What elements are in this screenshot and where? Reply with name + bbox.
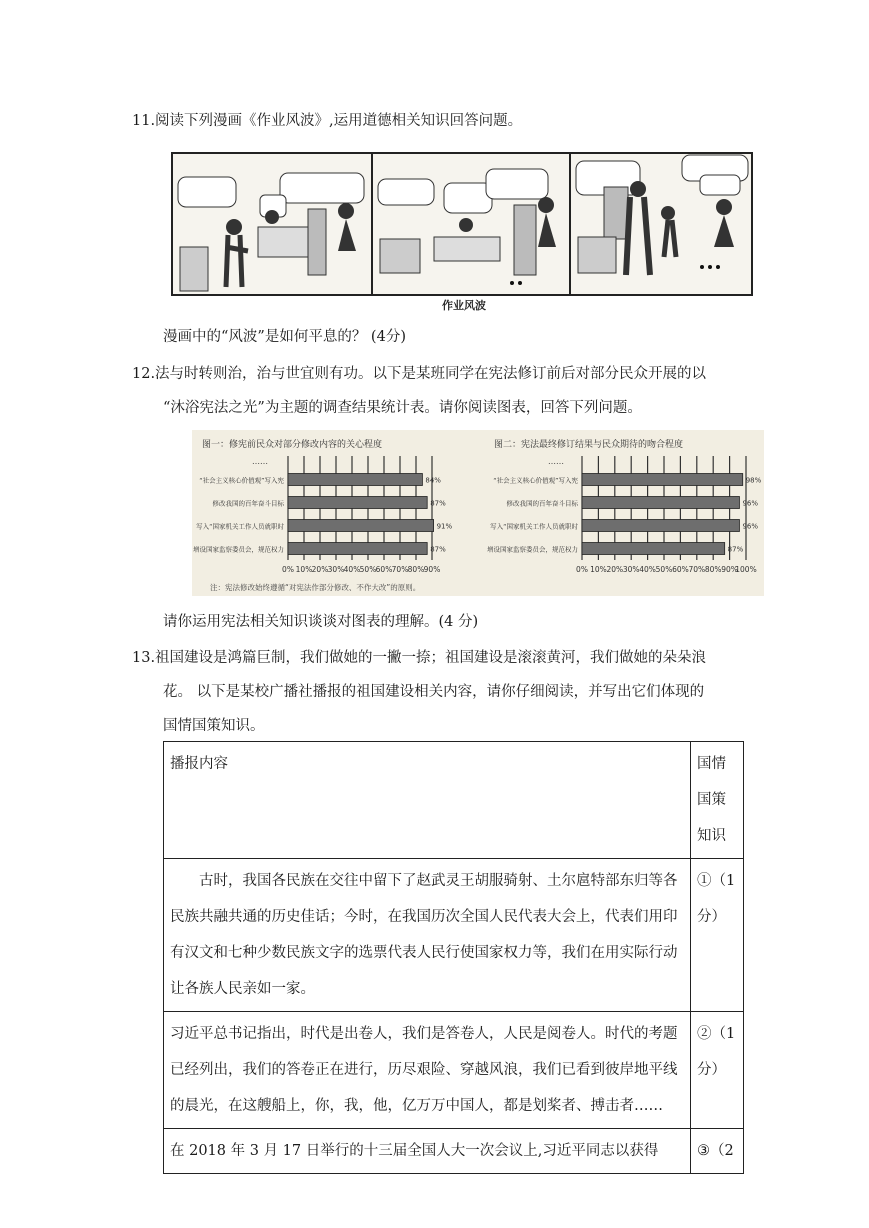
chart-2-category-label: 增设国家监察委员会，规范权力 (487, 545, 578, 554)
chart-1-category-label: 写入“国家机关工作人员就职时 (196, 522, 284, 531)
header-content: 播报内容 (164, 742, 691, 859)
chart-1-bar (288, 497, 427, 509)
chart-1-value-label: 87% (430, 499, 446, 508)
chart-2-category-label: “社会主义核心价值观”写入宪 (493, 476, 578, 485)
chart-2-value-label: 96% (742, 499, 759, 508)
chart-2-value-label: 98% (745, 476, 762, 485)
header-knowledge: 国情国策知识 (691, 742, 744, 859)
chart-1-category-label: “社会主义核心价值观”写入宪 (199, 476, 284, 485)
chart-2-tick-label: 80% (704, 565, 722, 574)
q12-stem-line1: 12.法与时转则治，治与世宜则有功。以下是某班同学在宪法修订前后对部分民众开展的以 (132, 366, 707, 382)
chart-2 (478, 430, 764, 596)
q13-stem-line1: 13.祖国建设是鸿篇巨制，我们做她的一撇一捺；祖国建设是滚滚黄河，我们做她的朵朵浪 (132, 650, 707, 666)
q13-stem-line2: 花。 以下是某校广播社播报的祖国建设相关内容，请你仔细阅读，并写出它们体现的 (163, 684, 705, 700)
chart-1 (192, 430, 478, 596)
chart-1-category-label: 修改我国的百年奋斗目标 (212, 499, 284, 508)
chart-1-tick-label: 0% (282, 565, 294, 574)
chart-1-tick-label: 70% (391, 565, 409, 574)
chart-1-value-label: 84% (425, 476, 441, 485)
chart-2-value-label: 96% (742, 522, 759, 531)
chart-1-bar (288, 543, 427, 555)
chart-2-bar (582, 520, 739, 532)
chart-2-title: 图二：宪法最终修订结果与民众期待的吻合程度 (494, 440, 684, 450)
chart-2-tick-label: 40% (639, 565, 656, 574)
chart-2-tick-label: 50% (655, 565, 673, 574)
table-header-row (164, 742, 744, 859)
row-3-answer: ③（2 (691, 1129, 744, 1174)
chart-2-bar (582, 543, 725, 555)
row-1-content: 古时，我国各民族在交往中留下了赵武灵王胡服骑射、土尔扈特部东归等各民族共融共通的历史佳话；今时，在我国历次全国人民代表大会上，代表们用印有汉文和七种少数民族文字的选票代表人民行使国家权力等，我们在用实际行动让各族人民亲如一家。 (164, 859, 691, 1012)
comic-作业风波-image (168, 147, 760, 315)
chart-1-value-label: 87% (430, 545, 446, 554)
chart-1-tick-label: 30% (327, 565, 345, 574)
chart-1-tick-label: 60% (375, 565, 393, 574)
chart-1-tick-label: 40% (343, 565, 361, 574)
chart-2-category-label: 修改我国的百年奋斗目标 (506, 499, 578, 508)
chart-2-tick-label: 100% (735, 565, 757, 574)
chart-1-tick-label: 10% (295, 565, 313, 574)
chart-1-tick-label: 50% (359, 565, 377, 574)
chart-2-top-label: …… (548, 457, 564, 466)
chart-2-tick-label: 90% (721, 565, 738, 574)
q11-question: 漫画中的“风波”是如何平息的？ (4分) (163, 329, 406, 345)
chart-1-bar (288, 520, 434, 532)
chart-2-tick-label: 10% (590, 565, 607, 574)
table-row (164, 1012, 744, 1129)
chart-2-tick-label: 20% (606, 565, 624, 574)
q13-stem-line3: 国情国策知识。 (163, 718, 265, 734)
chart-2-tick-label: 30% (622, 565, 640, 574)
row-3-content: 在 2018 年 3 月 17 日举行的十三届全国人大一次会议上,习近平同志以获得 (164, 1129, 691, 1174)
chart-2-tick-label: 60% (672, 565, 689, 574)
chart-2-bar (582, 497, 739, 509)
chart-1-top-label: …… (252, 457, 268, 466)
chart-1-category-label: 增设国家监察委员会，规范权力 (193, 545, 284, 554)
chart-2-tick-label: 70% (688, 565, 706, 574)
comic-title: 作业风波 (442, 299, 486, 312)
chart-2-category-label: 写入“国家机关工作人员就职时 (490, 522, 578, 531)
chart-2-value-label: 87% (727, 545, 744, 554)
table-row (164, 1129, 744, 1174)
row-2-answer: ②（1分） (691, 1012, 744, 1129)
chart-1-tick-label: 80% (407, 565, 425, 574)
chart-2-bar (582, 474, 743, 486)
table-row (164, 859, 744, 1012)
chart-1-value-label: 91% (436, 522, 453, 531)
row-2-content: 习近平总书记指出，时代是出卷人，我们是答卷人，人民是阅卷人。时代的考题已经列出，我们的答卷正在进行，历尽艰险、穿越风浪，我们已看到彼岸地平线的晨光，在这艘船上，你，我，他，亿万万中国人，都是划桨者、搏击者…… (164, 1012, 691, 1129)
q11-stem: 11.阅读下列漫画《作业风波》,运用道德相关知识回答问题。 (132, 113, 523, 129)
broadcast-table (163, 741, 744, 1174)
q12-question: 请你运用宪法相关知识谈谈对图表的理解。(4 分) (163, 614, 479, 630)
chart-1-bar (288, 474, 422, 486)
chart-2-tick-label: 0% (576, 565, 588, 574)
row-1-answer: ①（1分） (691, 859, 744, 1012)
chart-1-tick-label: 90% (423, 565, 441, 574)
chart-1-note: 注：宪法修改始终遵循“对宪法作部分修改、不作大改”的原则。 (210, 583, 421, 592)
chart-1-tick-label: 20% (311, 565, 329, 574)
survey-charts (192, 430, 764, 596)
chart-1-title: 图一：修宪前民众对部分修改内容的关心程度 (202, 440, 383, 450)
q12-stem-line2: “沐浴宪法之光”为主题的调查结果统计表。请你阅读图表，回答下列问题。 (163, 400, 642, 416)
